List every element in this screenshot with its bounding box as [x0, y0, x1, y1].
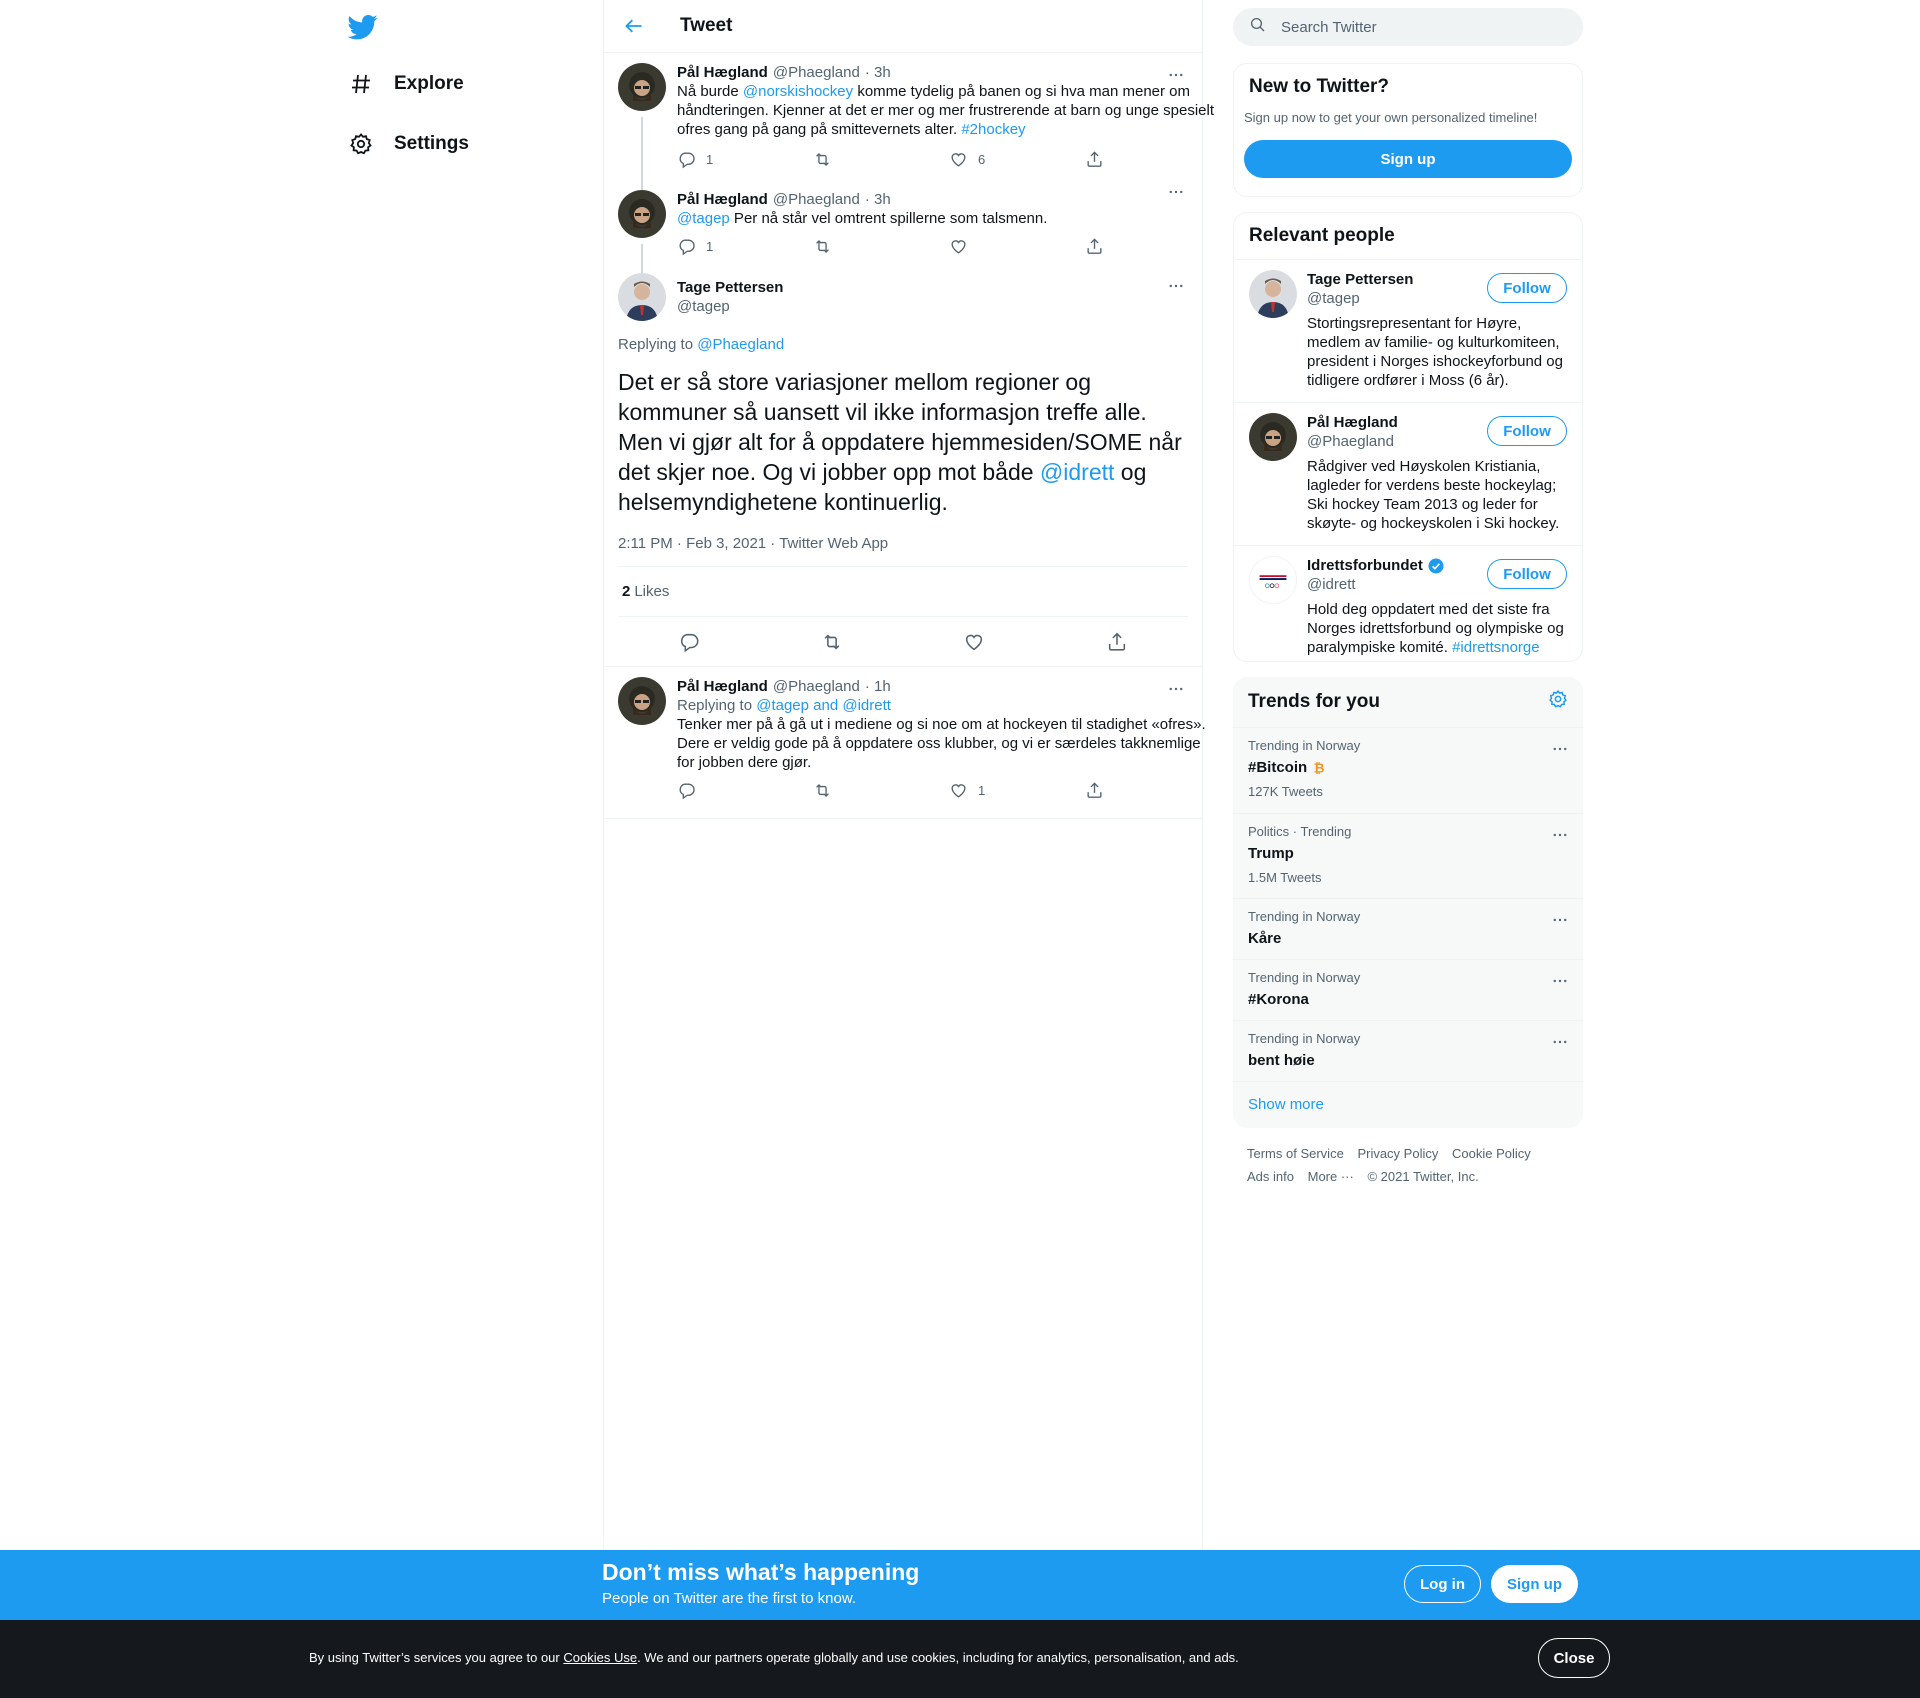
author-name[interactable]: Pål Hægland [677, 191, 768, 208]
signup-card [1233, 63, 1583, 197]
nav-settings-label: Settings [394, 133, 469, 154]
footer-link[interactable]: Ads info [1247, 1169, 1294, 1184]
reply-icon [677, 150, 696, 174]
tweet-timestamp[interactable]: 2:11 PM · Feb 3, 2021 · Twitter Web App [618, 535, 1188, 567]
more-options-icon[interactable] [1164, 180, 1188, 204]
replying-mention-link[interactable]: @Phaegland [697, 336, 785, 353]
retweet-button[interactable] [813, 150, 949, 174]
author-name[interactable]: Pål Hægland [677, 64, 768, 81]
search-bar[interactable] [1233, 8, 1583, 46]
svg-text:₿: ₿ [1313, 761, 1325, 776]
person-bio: Rådgiver ved Høyskolen Kristiania, lagleder for verdens beste hockeylag; Ski hockey Team 2013 og leder for skøyte- og hockeyskolen i Ski hockey. [1307, 458, 1560, 532]
author-handle[interactable]: @tagep [677, 298, 730, 315]
replying-to [618, 336, 1188, 353]
close-button[interactable]: Close [1538, 1638, 1610, 1678]
like-count: 6 [978, 151, 986, 167]
cookies-use-link[interactable]: Cookies Use [563, 1650, 638, 1665]
reply-icon [677, 237, 696, 261]
replying-to [677, 696, 1221, 715]
share-button[interactable] [1085, 781, 1221, 805]
more-options-icon[interactable] [1164, 63, 1188, 87]
replying-label: Replying to [677, 697, 753, 714]
likes-count: 2 [622, 583, 631, 600]
trend-context: Trending in Norway [1248, 738, 1361, 753]
author-handle[interactable]: @Phaegland [772, 678, 860, 695]
bitcoin-icon [1311, 760, 1327, 776]
likes-stat[interactable] [618, 567, 1188, 617]
trend-context: Trending in Norway [1248, 909, 1361, 924]
like-button[interactable] [949, 781, 1085, 805]
person-name[interactable]: Tage Pettersen [1307, 271, 1414, 288]
trend-context: Trending in Norway [1248, 970, 1361, 985]
promo-signup-button[interactable]: Sign up [1491, 1565, 1578, 1603]
search-icon [1249, 16, 1267, 39]
reply-count: 1 [706, 238, 714, 254]
author-handle[interactable]: @Phaegland [772, 64, 860, 81]
trend-item[interactable] [1233, 813, 1583, 898]
signup-card-subtitle: Sign up now to get your own personalized timeline! [1244, 110, 1538, 125]
cookie-text-after: . We and our partners operate globally and use cookies, including for analytics, personalisation, and ads. [637, 1650, 1239, 1665]
more-options-icon[interactable] [1551, 972, 1569, 995]
share-icon[interactable] [1105, 630, 1129, 654]
author-name[interactable]: Tage Pettersen [677, 279, 784, 296]
share-button[interactable] [1085, 237, 1221, 261]
cookie-text-before: By using Twitter’s services you agree to our [309, 1650, 564, 1665]
text-span: og helsemyndighetene kontinuerlig. [618, 459, 1147, 515]
tweet-text: Tenker mer på å gå ut i mediene og si noe om at hockeyen til stadighet «ofres». Dere er veldig gode på å oppdatere oss klubber, og vi er særdeles takknemlige for jobben dere gjør. [677, 716, 1206, 771]
person-handle[interactable]: @tagep [1307, 290, 1360, 307]
replying-mention-link[interactable]: @tagep and @idrett [756, 697, 891, 714]
footer-link[interactable]: Terms of Service [1247, 1146, 1344, 1161]
trend-name: #Korona [1248, 991, 1309, 1008]
person-item[interactable] [1234, 259, 1582, 402]
retweet-icon [813, 237, 832, 261]
signup-card-title: New to Twitter? [1249, 76, 1390, 97]
footer-link[interactable]: Cookie Policy [1451, 1146, 1531, 1161]
trends-card [1233, 677, 1583, 1128]
share-icon [1085, 150, 1104, 174]
follow-button[interactable]: Follow [1487, 416, 1567, 446]
text-span: komme tydelig på banen og si hva man mener om håndteringen. Kjenner at det er mer og mer frustrerende at barn og unge spesielt ofres gang på gang på smittevernets alter. [677, 83, 1214, 138]
trend-context: Politics · Trending [1248, 824, 1352, 839]
share-button[interactable] [1085, 150, 1221, 174]
follow-button[interactable]: Follow [1487, 559, 1567, 589]
heart-icon[interactable] [962, 630, 986, 654]
footer-links [1247, 1142, 1567, 1188]
trend-name: bent høie [1248, 1052, 1315, 1069]
page-title: Tweet [680, 15, 733, 36]
more-options-icon[interactable] [1164, 677, 1188, 701]
person-bio: Stortingsrepresentant for Høyre, medlem av familie- og kulturkomiteen, president i Norges ishockeyforbund og tidligere ordfører i Moss (6 år). [1307, 315, 1563, 389]
show-more-link[interactable]: Show more [1233, 1081, 1583, 1127]
tweet-column [603, 0, 1214, 1550]
tweet-time[interactable]: · 1h [864, 678, 891, 695]
trend-name: Trump [1248, 845, 1294, 862]
trend-context: Trending in Norway [1248, 1031, 1361, 1046]
promo-bar [0, 1550, 1920, 1620]
promo-subtitle: People on Twitter are the first to know. [602, 1590, 857, 1607]
avatar[interactable] [1249, 270, 1297, 318]
footer-link[interactable]: More ··· [1307, 1169, 1354, 1184]
bio-text: Hold deg oppdatert med det siste fra Norges idrettsforbund og olympiske og paralympiske komité. [1307, 601, 1564, 656]
footer-link[interactable]: Privacy Policy [1357, 1146, 1439, 1161]
trend-item[interactable] [1233, 898, 1583, 959]
reply-icon[interactable] [677, 630, 701, 654]
more-options-icon[interactable] [1551, 740, 1569, 763]
trend-item[interactable] [1233, 1020, 1583, 1081]
reply-button[interactable] [677, 237, 813, 261]
verified-badge-icon [1427, 557, 1445, 575]
trend-count: 127K Tweets [1248, 784, 1323, 799]
person-item[interactable] [1234, 545, 1582, 669]
person-name[interactable]: Pål Hægland [1307, 414, 1398, 431]
reply-button[interactable] [677, 781, 813, 805]
person-handle[interactable]: @Phaegland [1307, 433, 1394, 450]
author-handle[interactable]: @Phaegland [772, 191, 860, 208]
tweet-time[interactable]: · 3h [864, 64, 891, 81]
gear-icon [348, 131, 374, 157]
heart-icon [949, 150, 968, 174]
author-name[interactable]: Pål Hægland [677, 678, 768, 695]
tweet-text [677, 209, 1221, 228]
like-button[interactable] [949, 150, 1085, 174]
twitter-bird-icon[interactable] [348, 12, 378, 42]
relevant-people-title: Relevant people [1249, 225, 1395, 246]
trend-name: Kåre [1248, 930, 1282, 947]
avatar[interactable] [618, 677, 666, 725]
retweet-icon[interactable] [820, 630, 844, 654]
hashtag-link[interactable]: #2hockey [961, 121, 1026, 138]
text-span: Nå burde [677, 83, 743, 100]
share-icon [1085, 781, 1104, 805]
tweet-text [677, 82, 1221, 139]
main-tweet-text [618, 367, 1188, 517]
heart-icon [949, 781, 968, 805]
like-button[interactable] [949, 237, 1085, 261]
column-header [604, 0, 1202, 53]
main-tweet [604, 270, 1202, 667]
mention-link[interactable]: @tagep [677, 210, 730, 227]
heart-icon [949, 237, 968, 261]
trend-name: #Bitcoin [1248, 759, 1308, 776]
person-name-text: Idrettsforbundet [1307, 557, 1423, 574]
likes-label: Likes [634, 583, 670, 600]
text-span: Det er så store variasjoner mellom regioner og kommuner så uansett vil ikke informasjon treffe alle. Men vi gjør alt for å oppdatere hjemmesiden/SOME når det skjer noe. Og vi jobber opp mot både [618, 369, 1182, 485]
nav-explore[interactable] [348, 66, 464, 102]
hashtag-icon [348, 71, 374, 97]
reply-count: 1 [706, 151, 714, 167]
retweet-icon [813, 781, 832, 805]
like-count: 1 [978, 782, 986, 798]
retweet-button[interactable] [813, 237, 949, 261]
reply-tweet[interactable] [604, 667, 1206, 819]
trend-item[interactable] [1233, 727, 1583, 813]
reply-button[interactable] [677, 150, 813, 174]
retweet-button[interactable] [813, 781, 949, 805]
nav-settings[interactable] [348, 126, 469, 162]
avatar[interactable] [1249, 556, 1297, 604]
signup-button[interactable]: Sign up [1244, 140, 1572, 178]
follow-button[interactable]: Follow [1487, 273, 1567, 303]
hashtag-link[interactable]: #idrettsnorge [1452, 639, 1540, 656]
relevant-people-card [1233, 212, 1583, 662]
login-button[interactable]: Log in [1404, 1565, 1481, 1603]
replying-label: Replying to [618, 336, 694, 353]
more-options-icon[interactable] [1551, 826, 1569, 849]
person-item[interactable] [1234, 402, 1582, 545]
cookie-text [309, 1650, 1239, 1665]
trend-item[interactable] [1233, 959, 1583, 1020]
trend-count: 1.5M Tweets [1248, 870, 1322, 885]
thread-tweet[interactable] [604, 53, 1214, 180]
thread-tweet[interactable] [604, 180, 1202, 270]
avatar[interactable] [618, 63, 666, 111]
more-options-icon[interactable] [1551, 911, 1569, 934]
mention-link[interactable]: @idrett [1039, 459, 1115, 485]
avatar[interactable] [1249, 413, 1297, 461]
reply-icon [677, 781, 696, 805]
retweet-icon [813, 150, 832, 174]
avatar[interactable] [618, 190, 666, 238]
more-options-icon[interactable] [1164, 274, 1188, 298]
promo-title: Don’t miss what’s happening [602, 1559, 920, 1585]
avatar[interactable] [618, 273, 666, 321]
cookie-banner [0, 1620, 1920, 1698]
person-bio [1307, 600, 1567, 657]
mention-link[interactable]: @norskishockey [742, 83, 854, 100]
person-handle[interactable]: @idrett [1307, 576, 1356, 593]
back-arrow-icon[interactable] [622, 14, 646, 38]
copyright: © 2021 Twitter, Inc. [1367, 1169, 1479, 1184]
more-options-icon[interactable] [1551, 1033, 1569, 1056]
text-span: Per nå står vel omtrent spillerne som talsmenn. [729, 210, 1048, 227]
tweet-time[interactable]: · 3h [864, 191, 891, 208]
nav-explore-label: Explore [394, 73, 464, 94]
share-icon [1085, 237, 1104, 261]
gear-icon[interactable] [1548, 689, 1568, 715]
trends-title: Trends for you [1248, 691, 1380, 712]
search-input[interactable] [1281, 19, 1561, 36]
